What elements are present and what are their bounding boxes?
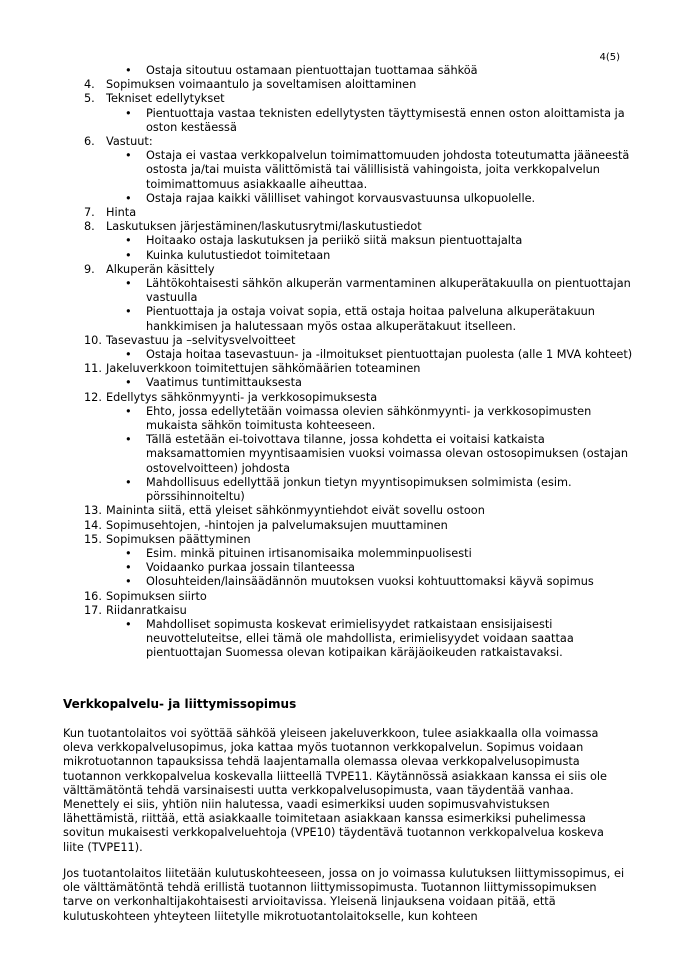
- section-heading: Verkkopalvelu- ja liittymissopimus: [63, 697, 297, 711]
- bullet-item: [84, 305, 644, 333]
- list-item-number: 15.: [84, 532, 102, 546]
- bullet-dot-icon: •: [125, 561, 132, 575]
- bullet-item: [84, 433, 644, 476]
- list-item-number: 5.: [84, 92, 95, 106]
- list-item-label: Sopimuksen siirto: [106, 589, 207, 603]
- list-item-number: 9.: [84, 262, 95, 276]
- list-item-label: Hinta: [106, 206, 137, 220]
- list-item-number: 6.: [84, 135, 95, 149]
- bullet-dot-icon: •: [125, 106, 132, 120]
- list-item: [84, 519, 644, 533]
- list-item-number: 8.: [84, 220, 95, 234]
- bullet-text: Ostaja ei vastaa verkkopalvelun toimimattomuuden johdosta toteutumatta jääneestä ostosta ja/tai muista välittömistä tai välillisistä vahingoista, joita verkkopalvelun toimimattomuus asiakkaalle aiheuttaa.: [146, 149, 630, 191]
- bullet-dot-icon: •: [125, 348, 132, 362]
- paragraph-network-service: Kun tuotantolaitos voi syöttää sähköä yleiseen jakeluverkkoon, tulee asiakkaalla olla voimassa oleva verkkopalvelusopimus, joka kattaa myös tuotannon verkkopalvelun. Sopimus voidaan mikrotuotannon tapauksissa tehdä laajentamalla olemassa olevaa verkkopalvelusopimusta tuotannon verkkopalvelua koskevalla liitteellä TVPE11. Käytännössä asiakkaan kanssa ei siis ole välttämätöntä tehdä varsinaisesti uutta verkkopalvelusopimusta, vaan täydentää vanhaa. Menettely ei siis, yhtiön niin halutessa, vaadi esimerkiksi uuden sopimusvahvistuksen lähettämistä, riittää, että asiakkaalle toimitetaan asiakkaan kanssa esimerkiksi puhelimessa sovitun mukaisesti verkkopalveluehtoja (VPE10) täydentävä tuotannon verkkopalvelua koskeva liite (TVPE11).: [63, 727, 607, 854]
- bullet-item: [84, 192, 644, 206]
- list-item-label: Laskutuksen järjestäminen/laskutusrytmi/laskutustiedot: [106, 220, 422, 234]
- bullet-dot-icon: •: [125, 149, 132, 163]
- bullet-dot-icon: •: [125, 433, 132, 447]
- bullet-item: [84, 234, 644, 248]
- bullet-text: Kuinka kulutustiedot toimitetaan: [146, 248, 331, 262]
- bullet-text: Ostaja hoitaa tasevastuun- ja -ilmoitukset pientuottajan puolesta (alle 1 MVA kohteet): [146, 348, 633, 362]
- list-item-label: Sopimusehtojen, -hintojen ja palvelumaksujen muuttaminen: [106, 518, 448, 532]
- list-item: [84, 362, 644, 376]
- bullet-text: Mahdollisuus edellyttää jonkun tietyn myyntisopimuksen solmimista (esim. pörssihinnoiteltu): [146, 475, 572, 504]
- bullet-item: [84, 547, 644, 561]
- list-item-number: 10.: [84, 333, 102, 347]
- bullet-item: [84, 277, 644, 305]
- bullet-text: Hoitaako ostaja laskutuksen ja periikö siitä maksun pientuottajalta: [146, 234, 523, 248]
- list-item-label: Riidanratkaisu: [106, 603, 187, 617]
- bullet-item: [84, 476, 644, 504]
- list-item-number: 12.: [84, 390, 102, 404]
- list-item: [84, 590, 644, 604]
- list-item-number: 11.: [84, 362, 102, 376]
- list-item-label: Sopimuksen voimaantulo ja soveltamisen aloittaminen: [106, 78, 417, 92]
- bullet-text: Voidaanko purkaa jossain tilanteessa: [146, 561, 355, 575]
- contract-terms-list: [84, 64, 644, 661]
- bullet-dot-icon: •: [125, 64, 132, 77]
- bullet-item: [84, 376, 644, 390]
- bullet-item: [84, 249, 644, 263]
- bullet-item: [84, 107, 644, 135]
- list-item: [84, 263, 644, 277]
- list-item: [84, 135, 644, 149]
- bullet-dot-icon: •: [125, 191, 132, 205]
- bullet-text: Mahdolliset sopimusta koskevat erimielisyydet ratkaistaan ensisijaisesti neuvotteluteitse, ellei tämä ole mahdollista, erimielisyydet voidaan saattaa pientuottajan Suomessa olevan kotipaikan käräjäoikeuden ratkaistavaksi.: [146, 617, 574, 660]
- bullet-text: Ostaja sitoutuu ostamaan pientuottajan tuottamaa sähköä: [146, 64, 478, 77]
- bullet-item: [84, 561, 644, 575]
- list-item-label: Tekniset edellytykset: [106, 92, 225, 106]
- list-item: [84, 504, 644, 518]
- list-item: [84, 391, 644, 405]
- list-item: [84, 92, 644, 106]
- bullet-dot-icon: •: [125, 376, 132, 390]
- bullet-text: Lähtökohtaisesti sähkön alkuperän varmentaminen alkuperätakuulla on pientuottajan vastuulla: [146, 277, 631, 305]
- bullet-dot-icon: •: [125, 248, 132, 262]
- list-item-label: Tasevastuu ja –selvitysvelvoitteet: [106, 333, 296, 347]
- bullet-item: [84, 618, 644, 661]
- list-item-label: Alkuperän käsittely: [106, 262, 215, 276]
- bullet-text: Ehto, jossa edellytetään voimassa olevien sähkönmyynti- ja verkkosopimusten mukaista sähkön toimitusta kohteeseen.: [146, 404, 592, 433]
- list-item: [84, 220, 644, 234]
- bullet-text: Vaatimus tuntimittauksesta: [146, 376, 302, 390]
- list-item-number: 17.: [84, 603, 102, 617]
- bullet-item: [84, 149, 644, 192]
- list-item: [84, 334, 644, 348]
- list-item-label: Maininta siitä, että yleiset sähkönmyyntiehdot eivät sovellu ostoon: [106, 504, 485, 518]
- bullet-text: Olosuhteiden/lainsäädännön muutoksen vuoksi kohtuuttomaksi käyvä sopimus: [146, 575, 594, 589]
- page-number: 4(5): [599, 52, 620, 63]
- list-item-label: Sopimuksen päättyminen: [106, 532, 251, 546]
- bullet-item: [84, 405, 644, 433]
- bullet-text: Pientuottaja ja ostaja voivat sopia, että ostaja hoitaa palveluna alkuperätakuun hankkimisen ja halutessaan myös ostaa alkuperätakuut itselleen.: [146, 305, 595, 333]
- bullet-item: [84, 348, 644, 362]
- bullet-dot-icon: •: [125, 475, 132, 489]
- list-item: [84, 78, 644, 92]
- list-item-number: 7.: [84, 206, 95, 220]
- list-item: [84, 604, 644, 618]
- bullet-item: [84, 575, 644, 589]
- list-item-number: 13.: [84, 504, 102, 518]
- paragraph-connection: Jos tuotantolaitos liitetään kulutuskohteeseen, jossa on jo voimassa kulutuksen liittymissopimus, ei ole välttämätöntä tehdä erillistä tuotannon liittymissopimusta. Tuotannon liittymissopimuksen tarve on verkonhaltijakohtaisesti arvioitavissa. Yleisenä linjauksena voidaan pitää, että kulutuskohteen yhteyteen liitetylle mikrotuotantolaitokselle, kun kohteen: [63, 867, 625, 923]
- bullet-dot-icon: •: [125, 404, 132, 418]
- list-item-label: Edellytys sähkönmyynti- ja verkkosopimuksesta: [106, 390, 378, 404]
- list-item-label: Vastuut:: [106, 135, 153, 149]
- bullet-text: Tällä estetään ei-toivottava tilanne, jossa kohdetta ei voitaisi katkaista maksamattomien myyntisaamisien vuoksi voimassa olevan ostosopimuksen (ostajan ostovelvoitteen) johdosta: [146, 433, 629, 475]
- list-item: [84, 206, 644, 220]
- list-item-number: 16.: [84, 589, 102, 603]
- bullet-dot-icon: •: [125, 305, 132, 319]
- bullet-dot-icon: •: [125, 575, 132, 589]
- bullet-text: Esim. minkä pituinen irtisanomisaika molemminpuolisesti: [146, 546, 472, 560]
- list-item-number: 4.: [84, 78, 95, 92]
- list-item-label: Jakeluverkkoon toimitettujen sähkömäärien toteaminen: [106, 362, 421, 376]
- bullet-dot-icon: •: [125, 617, 132, 631]
- list-item-number: 14.: [84, 518, 102, 532]
- bullet-dot-icon: •: [125, 277, 132, 291]
- bullet-text: Ostaja rajaa kaikki välilliset vahingot korvausvastuunsa ulkopuolelle.: [146, 191, 536, 205]
- bullet-text: Pientuottaja vastaa teknisten edellytysten täyttymisestä ennen oston aloittamista ja oston kestäessä: [146, 106, 625, 134]
- bullet-item: [84, 64, 644, 78]
- bullet-dot-icon: •: [125, 234, 132, 248]
- list-item: [84, 533, 644, 547]
- bullet-dot-icon: •: [125, 546, 132, 560]
